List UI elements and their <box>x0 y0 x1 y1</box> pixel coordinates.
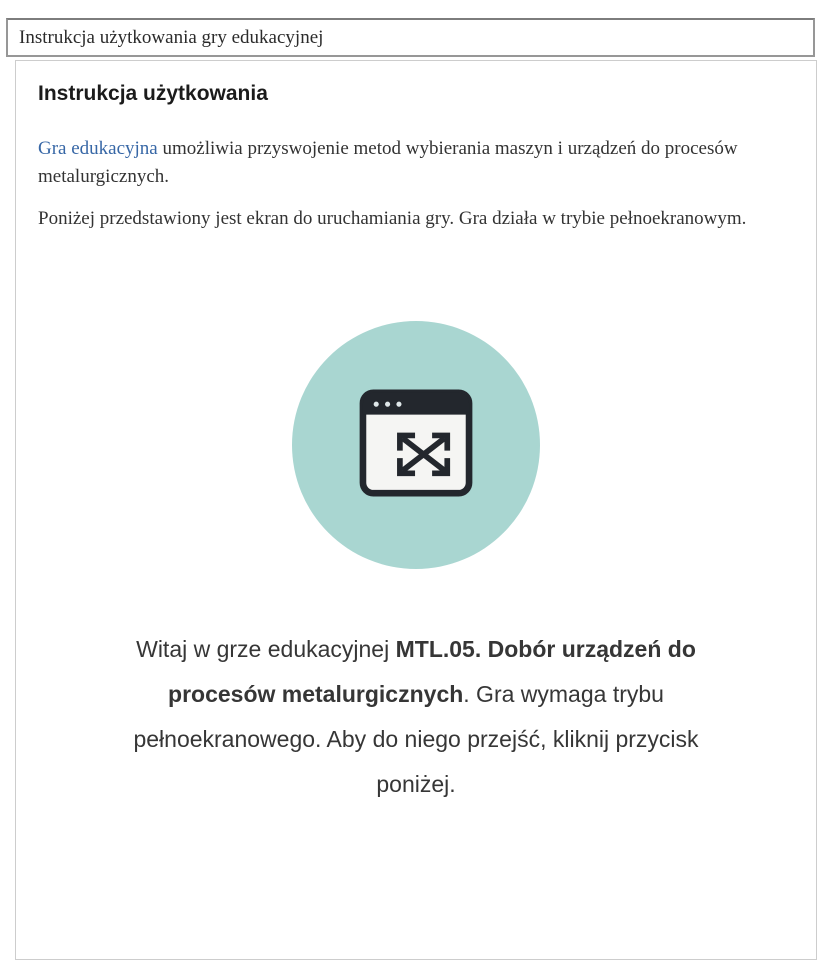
instruction-accordion-header[interactable]: Instrukcja użytkowania gry edukacyjnej <box>6 18 815 57</box>
page-title: Instrukcja użytkowania <box>38 82 268 105</box>
welcome-text: Witaj w grze edukacyjnej <box>136 636 396 662</box>
intro-paragraph-text: umożliwia przyswojenie metod wybierania maszyn i urządzeń do procesów metalurgicznych. <box>38 138 738 187</box>
intro-paragraph <box>38 135 760 191</box>
game-title-bold: MTL.05. Dobór urządzeń do <box>395 636 696 662</box>
instruction-panel <box>15 60 817 960</box>
welcome-text: pełnoekranowego. Aby do niego przejść, kliknij przycisk <box>133 726 699 752</box>
welcome-message <box>38 627 794 807</box>
welcome-text: . Gra wymaga trybu <box>463 681 664 707</box>
welcome-line <box>38 762 794 807</box>
welcome-line <box>38 717 794 762</box>
welcome-line <box>38 672 794 717</box>
launch-screen-figure <box>38 321 794 569</box>
educational-game-link[interactable]: Gra edukacyjna <box>38 138 158 159</box>
teal-circle-badge <box>292 321 540 569</box>
welcome-text: poniżej. <box>376 771 456 797</box>
welcome-line <box>38 627 794 672</box>
fullscreen-info-paragraph: Poniżej przedstawiony jest ekran do uruchamiania gry. Gra działa w trybie pełnoekranowym. <box>38 208 747 229</box>
game-title-bold: procesów metalurgicznych <box>168 681 464 707</box>
fullscreen-window-icon <box>359 389 473 502</box>
